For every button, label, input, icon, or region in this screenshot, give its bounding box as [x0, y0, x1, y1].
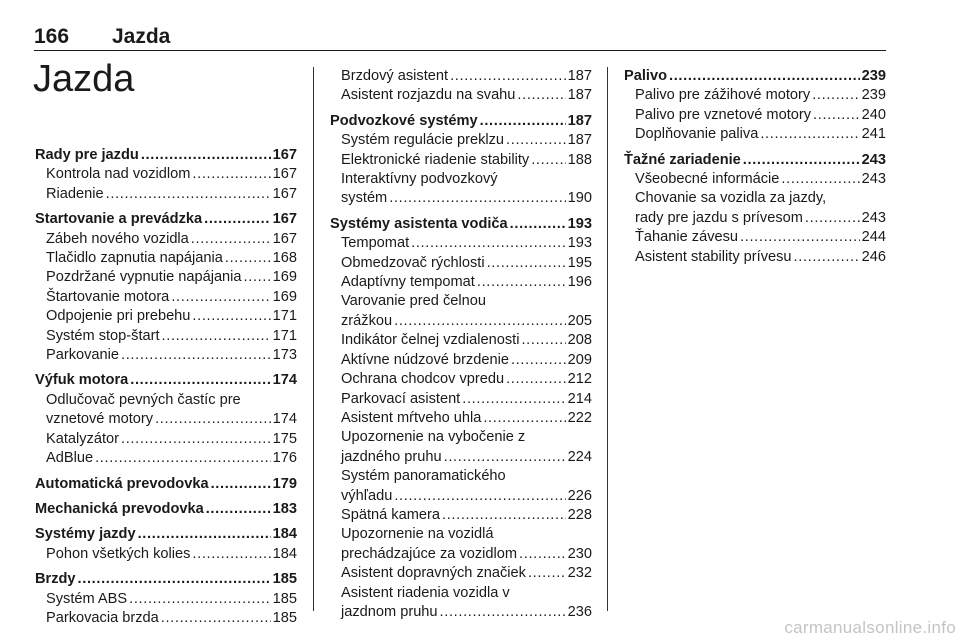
dot-leader	[211, 475, 271, 494]
toc-section-heading-page: 239	[861, 68, 886, 84]
toc-entry-label: Systém stop-štart	[46, 327, 160, 344]
toc-section-heading-label: Rady pre jazdu	[35, 147, 139, 163]
toc-entry-label: Parkovacia brzda	[46, 609, 159, 626]
toc-entry[interactable]	[330, 390, 592, 409]
toc-section-heading-page: 183	[272, 500, 297, 517]
toc-entry-label: Pohon všetkých kolies	[46, 545, 191, 562]
dot-leader	[442, 506, 566, 525]
dot-leader	[204, 210, 271, 229]
toc-entry[interactable]	[35, 249, 297, 268]
toc-section-heading-label: Podvozkové systémy	[330, 112, 478, 129]
toc-entry-label: Štartovanie motora	[46, 288, 170, 305]
toc-entry-label: výhľadu	[341, 487, 393, 504]
dot-leader	[517, 86, 565, 105]
page-number: 166	[34, 25, 70, 48]
toc-section-heading-page: 193	[567, 215, 592, 232]
toc-entry[interactable]	[330, 409, 592, 428]
toc-entry-label: zrážkou	[341, 312, 393, 329]
dot-leader	[740, 228, 860, 247]
toc-entry[interactable]	[35, 230, 297, 249]
dot-leader	[225, 249, 271, 268]
toc-section-heading-page: 174	[272, 372, 297, 389]
dot-leader	[483, 409, 565, 428]
dot-leader	[155, 410, 271, 429]
toc-entry[interactable]	[35, 410, 297, 429]
toc-section	[35, 525, 297, 564]
toc-entry-label: Zábeh nového vozidla	[46, 230, 189, 247]
toc-section-heading-page: 179	[272, 475, 297, 492]
toc-entry[interactable]	[35, 590, 297, 609]
toc-entry-page: 193	[567, 235, 592, 252]
toc-entry-label: Systém regulácie preklzu	[341, 132, 505, 149]
toc-entry-page: 224	[567, 448, 592, 465]
toc-entry-label: Parkovací asistent	[341, 390, 461, 407]
toc-entry-label: Odpojenie pri prebehu	[46, 308, 191, 325]
toc-entry-page: 187	[567, 132, 592, 149]
toc-entry[interactable]	[35, 545, 297, 564]
toc-entry[interactable]	[330, 234, 592, 253]
toc-entry-label: Asistent mŕtveho uhla	[341, 409, 482, 426]
toc-entry[interactable]	[330, 564, 592, 583]
toc-entry-label: Doplňovanie paliva	[635, 126, 759, 143]
toc-section-heading-label: Systémy asistenta vodiča	[330, 215, 508, 232]
toc-entry-page: 222	[567, 409, 592, 426]
toc-section-heading-label: Výfuk motora	[35, 372, 129, 389]
toc-entry-label: prechádzajúce za vozidlom	[341, 545, 518, 562]
toc-section-heading[interactable]	[35, 500, 297, 519]
toc-entry-label: Ťahanie závesu	[635, 229, 739, 246]
toc-section-heading-page: 167	[272, 211, 297, 228]
toc-section	[35, 570, 297, 628]
toc-entry-label: Palivo pre vznetové motory	[635, 106, 812, 123]
toc-entry[interactable]	[330, 151, 592, 170]
toc-section	[35, 475, 297, 494]
dot-leader	[519, 545, 566, 564]
toc-entry[interactable]	[330, 487, 592, 506]
toc-entry-page: 232	[567, 565, 592, 582]
toc-entry-label: Asistent dopravných značiek	[341, 565, 526, 582]
toc-entry[interactable]	[330, 86, 592, 105]
toc-entry[interactable]	[330, 189, 592, 208]
dot-leader	[812, 86, 859, 105]
toc-entry[interactable]	[624, 125, 886, 144]
toc-entry[interactable]	[35, 449, 297, 468]
dot-leader	[138, 525, 271, 544]
toc-entry[interactable]	[35, 346, 297, 365]
toc-entry[interactable]	[330, 273, 592, 292]
dot-leader	[669, 67, 860, 86]
toc-entry[interactable]	[35, 609, 297, 628]
toc-entry-page: 212	[567, 371, 592, 388]
toc-entry-label: Asistent rozjazdu na svahu	[341, 87, 516, 104]
dot-leader	[521, 331, 565, 350]
chapter-title: Jazda	[33, 58, 135, 100]
toc-entry-page: 190	[567, 190, 592, 207]
toc-section-heading-page: 167	[272, 147, 297, 163]
dot-leader	[389, 189, 565, 208]
toc-section-heading[interactable]	[330, 215, 592, 234]
dot-leader	[813, 106, 860, 125]
toc-entry[interactable]	[330, 312, 592, 331]
toc-section	[35, 210, 297, 365]
toc-entry-page: 175	[272, 430, 297, 447]
toc-entry[interactable]	[330, 545, 592, 564]
toc-entry-page: 195	[567, 254, 592, 271]
toc-entry-label: jazdnom pruhu	[341, 603, 438, 620]
dot-leader	[121, 346, 271, 365]
dot-leader	[244, 268, 271, 287]
toc-section	[624, 151, 886, 267]
toc-entry-label: AdBlue	[46, 450, 94, 467]
toc-entry-label: Pozdržané vypnutie napájania	[46, 269, 242, 286]
toc-entry[interactable]	[330, 254, 592, 273]
toc-section-heading-page: 185	[272, 571, 297, 588]
toc-column-3	[624, 67, 886, 273]
toc-entry-label: Adaptívny tempomat	[341, 274, 475, 291]
toc-entry-page: 169	[272, 288, 297, 305]
toc-entry-label: Elektronické riadenie stability	[341, 151, 530, 168]
toc-section	[330, 215, 592, 623]
dot-leader	[121, 430, 271, 449]
toc-entry-label-line: Upozornenie na vybočenie z	[341, 429, 526, 446]
dot-leader	[462, 390, 565, 409]
dot-leader	[760, 125, 859, 144]
toc-section	[330, 67, 592, 106]
dot-leader	[528, 564, 566, 583]
dot-leader	[440, 603, 566, 622]
toc-entry[interactable]	[624, 248, 886, 267]
toc-section-heading-page: 187	[567, 112, 592, 129]
dot-leader	[394, 487, 565, 506]
dot-leader	[129, 590, 271, 609]
toc-entry-label-line: Systém panoramatického	[341, 468, 506, 485]
toc-section-heading-page: 184	[272, 526, 297, 543]
toc-section	[35, 500, 297, 519]
toc-entry-label: Indikátor čelnej vzdialenosti	[341, 332, 520, 349]
toc-entry[interactable]	[35, 430, 297, 449]
column-divider	[313, 67, 314, 611]
dot-leader	[743, 151, 860, 170]
dot-leader	[95, 449, 271, 468]
toc-entry-page: 230	[567, 545, 592, 562]
toc-entry-label-line: Odlučovač pevných častíc pre	[46, 391, 241, 408]
dot-leader	[206, 500, 271, 519]
toc-entry-page: 185	[272, 590, 297, 607]
toc-section-heading[interactable]	[35, 371, 297, 390]
toc-entry-label: Systém ABS	[46, 590, 128, 607]
toc-entry-label: Tlačidlo zapnutia napájania	[46, 250, 223, 267]
dot-leader	[161, 609, 271, 628]
toc-section-heading-label: Automatická prevodovka	[35, 475, 209, 492]
toc-section-heading[interactable]	[35, 146, 297, 165]
toc-entry[interactable]	[330, 67, 592, 86]
toc-entry[interactable]	[330, 131, 592, 150]
toc-entry-label-line: Interaktívny podvozkový	[341, 171, 498, 188]
toc-entry-label: vznetové motory	[46, 411, 154, 428]
toc-entry-label: Ochrana chodcov vpredu	[341, 371, 505, 388]
dot-leader	[506, 370, 566, 389]
toc-section-heading[interactable]	[35, 475, 297, 494]
dot-leader	[141, 146, 271, 165]
toc-entry-page: 168	[272, 250, 297, 267]
toc-entry-page: 243	[861, 171, 886, 188]
toc-entry-label: rady pre jazdu s prívesom	[635, 209, 803, 226]
toc-entry-page: 241	[861, 126, 886, 143]
toc-entry-page: 171	[272, 327, 297, 344]
column-divider	[607, 67, 608, 611]
toc-entry-label-line: Varovanie pred čelnou	[341, 293, 486, 310]
toc-section-heading-label: Palivo	[624, 68, 667, 84]
toc-entry[interactable]	[624, 170, 886, 189]
dot-leader	[106, 185, 271, 204]
toc-entry[interactable]	[35, 185, 297, 204]
toc-entry-label: Katalyzátor	[46, 430, 120, 447]
toc-entry-page: 196	[567, 274, 592, 291]
toc-entry[interactable]	[35, 327, 297, 346]
toc-entry-label-line: Upozornenie na vozidlá	[341, 526, 494, 543]
dot-leader	[191, 230, 271, 249]
dot-leader	[794, 248, 860, 267]
toc-entry[interactable]	[330, 331, 592, 350]
dot-leader	[444, 448, 566, 467]
toc-entry-page: 214	[567, 390, 592, 407]
toc-section-heading-label: Ťažné zariadenie	[624, 151, 741, 168]
toc-section-heading-label: Mechanická prevodovka	[35, 500, 204, 517]
toc-entry[interactable]	[330, 370, 592, 389]
toc-entry-label: Parkovanie	[46, 347, 120, 364]
header-title: Jazda	[112, 25, 171, 48]
toc-section	[330, 112, 592, 209]
toc-column-1	[35, 146, 297, 634]
toc-entry-label: Spätná kamera	[341, 506, 440, 523]
toc-entry-page: 187	[567, 68, 592, 84]
dot-leader	[510, 215, 566, 234]
toc-entry-page: 244	[861, 229, 886, 246]
toc-section	[35, 146, 297, 204]
toc-entry-page: 176	[272, 450, 297, 467]
toc-entry[interactable]	[35, 288, 297, 307]
dot-leader	[192, 545, 270, 564]
toc-entry[interactable]	[330, 603, 592, 622]
dot-leader	[480, 112, 566, 131]
toc-section-heading[interactable]	[35, 210, 297, 229]
toc-entry-page: 205	[567, 312, 592, 329]
toc-section-heading[interactable]	[624, 67, 886, 86]
dot-leader	[411, 234, 566, 253]
toc-entry-page: 236	[567, 603, 592, 620]
toc-entry-page: 171	[272, 308, 297, 325]
toc-entry-page: 167	[272, 185, 297, 202]
toc-entry-label-line: Chovanie sa vozidla za jazdy,	[635, 190, 827, 207]
toc-entry[interactable]	[35, 165, 297, 184]
toc-entry[interactable]	[624, 228, 886, 247]
toc-entry[interactable]	[624, 86, 886, 105]
toc-entry-page: 188	[567, 151, 592, 168]
toc-entry-page: 226	[567, 487, 592, 504]
toc-section-heading[interactable]	[35, 525, 297, 544]
dot-leader	[506, 131, 566, 150]
dot-leader	[394, 312, 566, 331]
dot-leader	[531, 151, 565, 170]
toc-entry-label: Aktívne núdzové brzdenie	[341, 351, 509, 368]
toc-entry-page: 185	[272, 609, 297, 626]
page-header	[34, 25, 886, 51]
toc-section-heading-label: Startovanie a prevádzka	[35, 211, 203, 228]
toc-section-heading-label: Systémy jazdy	[35, 526, 136, 543]
toc-section	[624, 67, 886, 145]
toc-entry-label: Asistent stability prívesu	[635, 248, 792, 265]
toc-entry-page: 239	[861, 87, 886, 104]
toc-column-2	[330, 67, 592, 628]
dot-leader	[805, 209, 860, 228]
toc-entry-page: 173	[272, 347, 297, 364]
toc-entry-page: 240	[861, 106, 886, 123]
toc-entry-page: 246	[861, 248, 886, 265]
toc-entry-label: Kontrola nad vozidlom	[46, 166, 191, 183]
toc-entry-page: 209	[567, 351, 592, 368]
toc-section-heading[interactable]	[624, 151, 886, 170]
watermark: carmanualsonline.info	[784, 618, 956, 637]
toc-entry[interactable]	[35, 307, 297, 326]
toc-entry-page: 187	[567, 87, 592, 104]
dot-leader	[162, 327, 271, 346]
toc-entry-page: 169	[272, 269, 297, 286]
toc-section-heading-label: Brzdy	[35, 571, 76, 588]
toc-entry-page: 167	[272, 230, 297, 247]
toc-entry-page: 167	[272, 166, 297, 183]
toc-entry-label: Brzdový asistent	[341, 68, 449, 84]
dot-leader	[487, 254, 566, 273]
toc-entry[interactable]	[35, 268, 297, 287]
dot-leader	[192, 307, 270, 326]
toc-entry[interactable]	[330, 448, 592, 467]
dot-leader	[171, 288, 270, 307]
toc-entry-page: 208	[567, 332, 592, 349]
toc-entry-label: systém	[341, 190, 388, 207]
toc-entry[interactable]	[624, 106, 886, 125]
toc-section	[35, 371, 297, 468]
toc-section-heading-page: 243	[861, 151, 886, 168]
toc-entry-page: 243	[861, 209, 886, 226]
toc-section-heading[interactable]	[330, 112, 592, 131]
toc-entry-label: Všeobecné informácie	[635, 171, 780, 188]
toc-entry[interactable]	[330, 351, 592, 370]
dot-leader	[511, 351, 566, 370]
toc-entry-label: jazdného pruhu	[341, 448, 442, 465]
dot-leader	[130, 371, 270, 390]
toc-entry-page: 174	[272, 411, 297, 428]
toc-entry-label: Riadenie	[46, 185, 104, 202]
dot-leader	[192, 165, 270, 184]
dot-leader	[781, 170, 859, 189]
toc-entry-label: Palivo pre zážihové motory	[635, 87, 811, 104]
toc-section-heading[interactable]	[35, 570, 297, 589]
toc-entry[interactable]	[624, 209, 886, 228]
dot-leader	[450, 67, 566, 86]
toc-entry-label: Obmedzovač rýchlosti	[341, 254, 485, 271]
toc-entry[interactable]	[330, 506, 592, 525]
toc-entry-label-line: Asistent riadenia vozidla v	[341, 584, 510, 601]
toc-entry-page: 228	[567, 506, 592, 523]
toc-entry-label: Tempomat	[341, 235, 410, 252]
dot-leader	[477, 273, 566, 292]
dot-leader	[78, 570, 271, 589]
toc-entry-page: 184	[272, 545, 297, 562]
